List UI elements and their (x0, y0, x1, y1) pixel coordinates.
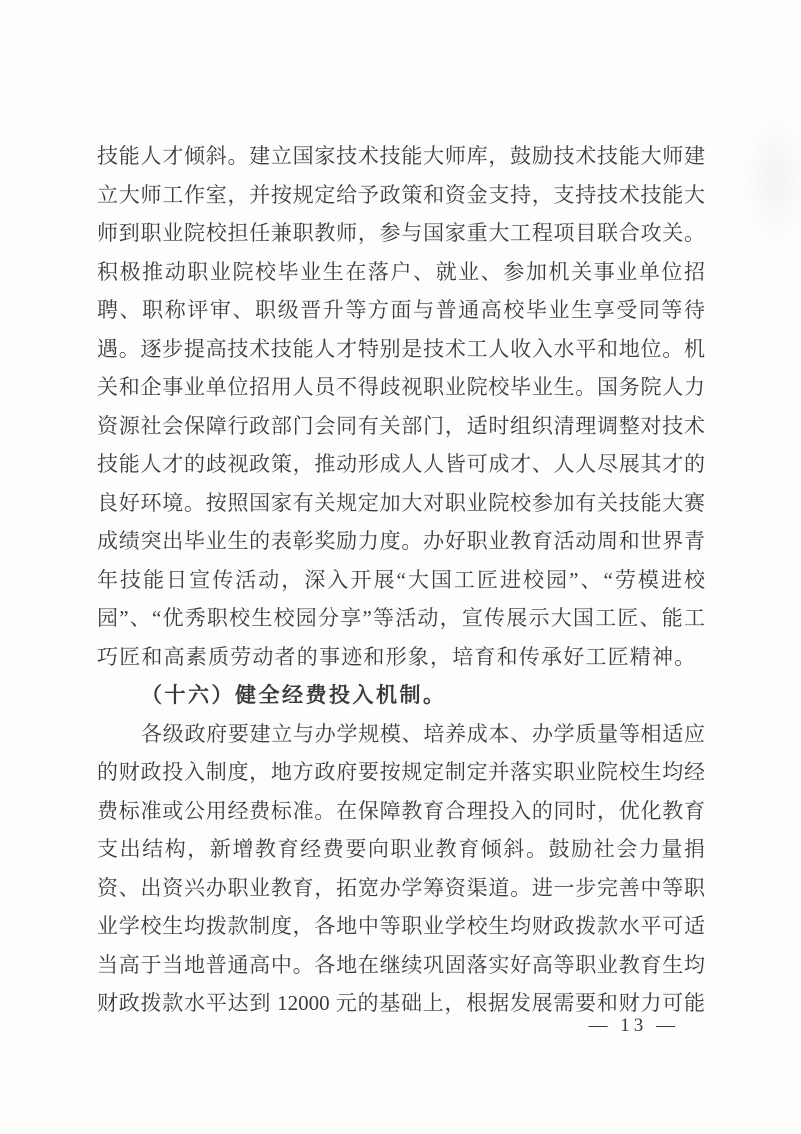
text-line: 业学校生均拨款制度，各地中等职业学校生均财政拨款水平可适 (97, 914, 705, 938)
text-line: 资、出资兴办职业教育，拓宽办学筹资渠道。进一步完善中等职 (97, 875, 705, 900)
text-line: 成绩突出毕业生的表彰奖励力度。办好职业教育活动周和世界青 (97, 529, 705, 553)
text-line: 费标准或公用经费标准。在保障教育合理投入的同时，优化教育 (97, 798, 705, 823)
text-line: 财政拨款水平达到 12000 元的基础上，根据发展需要和财力可能 (97, 991, 705, 1015)
text-line: 聘、职称评审、职级晋升等方面与普通高校毕业生享受同等待 (97, 298, 705, 322)
text-line: 师到职业院校担任兼职教师，参与国家重大工程项目联合攻关。 (97, 221, 705, 245)
document-body (97, 137, 705, 1023)
text-line: 的财政投入制度，地方政府要按规定制定并落实职业院校生均经 (97, 760, 705, 784)
text-line: 年技能日宣传活动，深入开展“大国工匠进校园”、“劳模进校 (97, 567, 705, 592)
page-number: — 13 — (588, 1015, 679, 1036)
text-line: 技能人才倾斜。建立国家技术技能大师库，鼓励技术技能大师建 (97, 144, 705, 168)
text-line: 各级政府要建立与办学规模、培养成本、办学质量等相适应 (141, 721, 705, 746)
text-line: 关和企事业单位招用人员不得歧视职业院校毕业生。国务院人力 (97, 375, 705, 399)
text-line: 良好环境。按照国家有关规定加大对职业院校参加有关技能大赛 (97, 490, 705, 515)
text-line: 技能人才的歧视政策，推动形成人人皆可成才、人人尽展其才的 (97, 452, 705, 476)
text-line: 遇。逐步提高技术技能人才特别是技术工人收入水平和地位。机 (97, 336, 705, 361)
scan-artifact (731, 90, 801, 270)
section-heading: （十六）健全经费投入机制。 (141, 683, 447, 707)
text-line: 巧匠和高素质劳动者的事迹和形象，培育和传承好工匠精神。 (97, 644, 697, 669)
text-line: 立大师工作室，并按规定给予政策和资金支持，支持技术技能大 (97, 182, 705, 207)
text-line: 支出结构，新增教育经费要向职业教育倾斜。鼓励社会力量捐 (97, 837, 705, 861)
text-line: 资源社会保障行政部门会同有关部门，适时组织清理调整对技术 (97, 413, 705, 438)
text-line: 园”、“优秀职校生校园分享”等活动，宣传展示大国工匠、能工 (97, 606, 705, 630)
text-line: 当高于当地普通高中。各地在继续巩固落实好高等职业教育生均 (97, 952, 705, 977)
text-line: 积极推动职业院校毕业生在落户、就业、参加机关事业单位招 (97, 259, 705, 284)
